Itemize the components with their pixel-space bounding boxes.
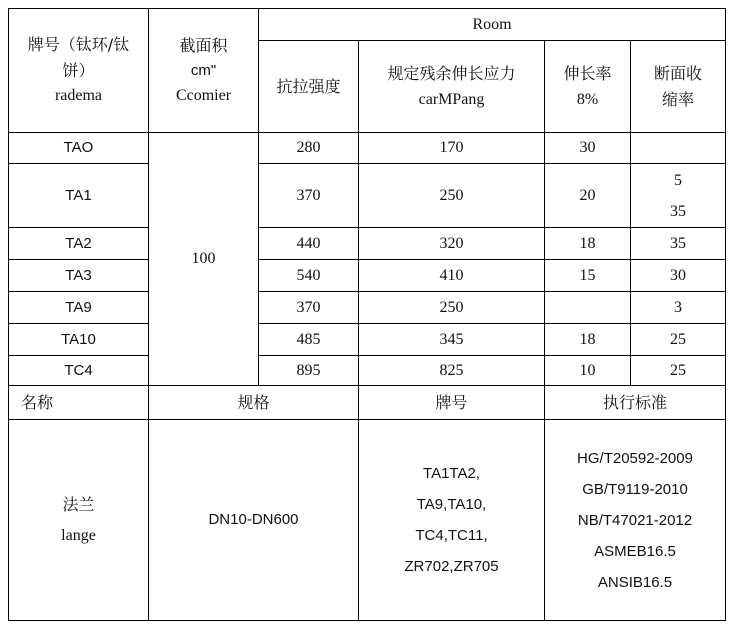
standard-line-5: ANSIB16.5 — [597, 573, 673, 591]
elong-cell: 30 — [545, 133, 631, 164]
tensile-cell: 485 — [259, 324, 359, 356]
yield-cell: 170 — [359, 133, 545, 164]
header-yield — [359, 41, 545, 133]
tensile-cell: 895 — [259, 356, 359, 386]
product-grade-line-3: TC4,TC11, — [415, 527, 488, 544]
standard-line-4: ASMEB16.5 — [594, 542, 676, 560]
reduction-cell: 25 — [631, 356, 726, 386]
reduction-cell: 3 — [631, 292, 726, 324]
yield-cell: 250 — [359, 292, 545, 324]
table-row — [9, 133, 726, 164]
product-name-line-1: 法兰 — [62, 495, 95, 514]
reduction-cell — [631, 164, 726, 228]
yield-cell: 320 — [359, 228, 545, 260]
reduction-line-1: 5 — [674, 171, 682, 189]
header-spec: 规格 — [149, 386, 359, 420]
table-row — [9, 260, 726, 292]
standard-line-1: HG/T20592-2009 — [577, 449, 693, 467]
product-grade-line-2: TA9,TA10, — [416, 496, 487, 513]
tensile-cell: 440 — [259, 228, 359, 260]
reduction-line-2: 35 — [670, 202, 686, 220]
header-yield-line-1: 规定残余伸长应力 — [387, 63, 516, 83]
grade-cell: TA10 — [9, 324, 149, 356]
product-name-line-2: lange — [61, 527, 96, 544]
header-reduction — [631, 41, 726, 133]
yield-cell: 410 — [359, 260, 545, 292]
reduction-cell: 30 — [631, 260, 726, 292]
header-grade — [9, 9, 149, 133]
yield-cell: 250 — [359, 164, 545, 228]
tensile-cell: 370 — [259, 164, 359, 228]
header-grade-line-2: 饼） — [62, 60, 95, 80]
grade-cell: TC4 — [9, 356, 149, 386]
header-section-line-1: 截面积 — [179, 35, 228, 55]
header-tensile: 抗拉强度 — [259, 41, 359, 133]
reduction-cell — [631, 133, 726, 164]
product-grade-line-4: ZR702,ZR705 — [404, 558, 499, 575]
header-elong-line-2: 8% — [576, 90, 599, 108]
product-header-row — [9, 386, 726, 420]
tensile-cell: 280 — [259, 133, 359, 164]
product-spec-cell: DN10-DN600 — [149, 420, 359, 621]
table-row — [9, 228, 726, 260]
elong-cell — [545, 292, 631, 324]
header-section — [149, 9, 259, 133]
titanium-spec-table — [8, 8, 726, 621]
elong-cell: 18 — [545, 324, 631, 356]
header-section-line-2: cm" — [190, 61, 217, 79]
elong-cell: 20 — [545, 164, 631, 228]
grade-cell: TA1 — [9, 164, 149, 228]
product-standards-cell — [545, 420, 726, 621]
header-yield-line-2: carMPang — [418, 90, 485, 108]
grade-cell: TA3 — [9, 260, 149, 292]
header-product-grade: 牌号 — [359, 386, 545, 420]
header-section-line-3: Ccomier — [175, 86, 232, 104]
header-reduction-line-2: 缩率 — [661, 89, 694, 109]
yield-cell: 825 — [359, 356, 545, 386]
product-grade-line-1: TA1TA2, — [423, 465, 480, 482]
elong-cell: 15 — [545, 260, 631, 292]
grade-cell: TA9 — [9, 292, 149, 324]
table-row — [9, 292, 726, 324]
header-grade-line-1: 牌号（钛环/钛 — [27, 35, 130, 55]
table-row — [9, 324, 726, 356]
elong-cell: 18 — [545, 228, 631, 260]
product-grades-cell — [359, 420, 545, 621]
reduction-cell: 25 — [631, 324, 726, 356]
header-name: 名称 — [9, 386, 149, 420]
section-value-cell: 100 — [149, 133, 259, 386]
header-standard: 执行标准 — [545, 386, 726, 420]
header-elong — [545, 41, 631, 133]
elong-cell: 10 — [545, 356, 631, 386]
standard-line-3: NB/T47021-2012 — [577, 511, 693, 529]
product-name-cell — [9, 420, 149, 621]
yield-cell: 345 — [359, 324, 545, 356]
grade-cell: TA2 — [9, 228, 149, 260]
tensile-cell: 370 — [259, 292, 359, 324]
header-reduction-line-1: 断面收 — [653, 63, 702, 83]
header-grade-line-3: radema — [54, 87, 103, 105]
table-row — [9, 356, 726, 386]
product-row — [9, 420, 726, 621]
table-row — [9, 164, 726, 228]
tensile-cell: 540 — [259, 260, 359, 292]
grade-cell: TAO — [9, 133, 149, 164]
reduction-cell: 35 — [631, 228, 726, 260]
header-elong-line-1: 伸长率 — [563, 63, 612, 83]
standard-line-2: GB/T9119-2010 — [582, 480, 688, 498]
header-room: Room — [259, 9, 726, 41]
